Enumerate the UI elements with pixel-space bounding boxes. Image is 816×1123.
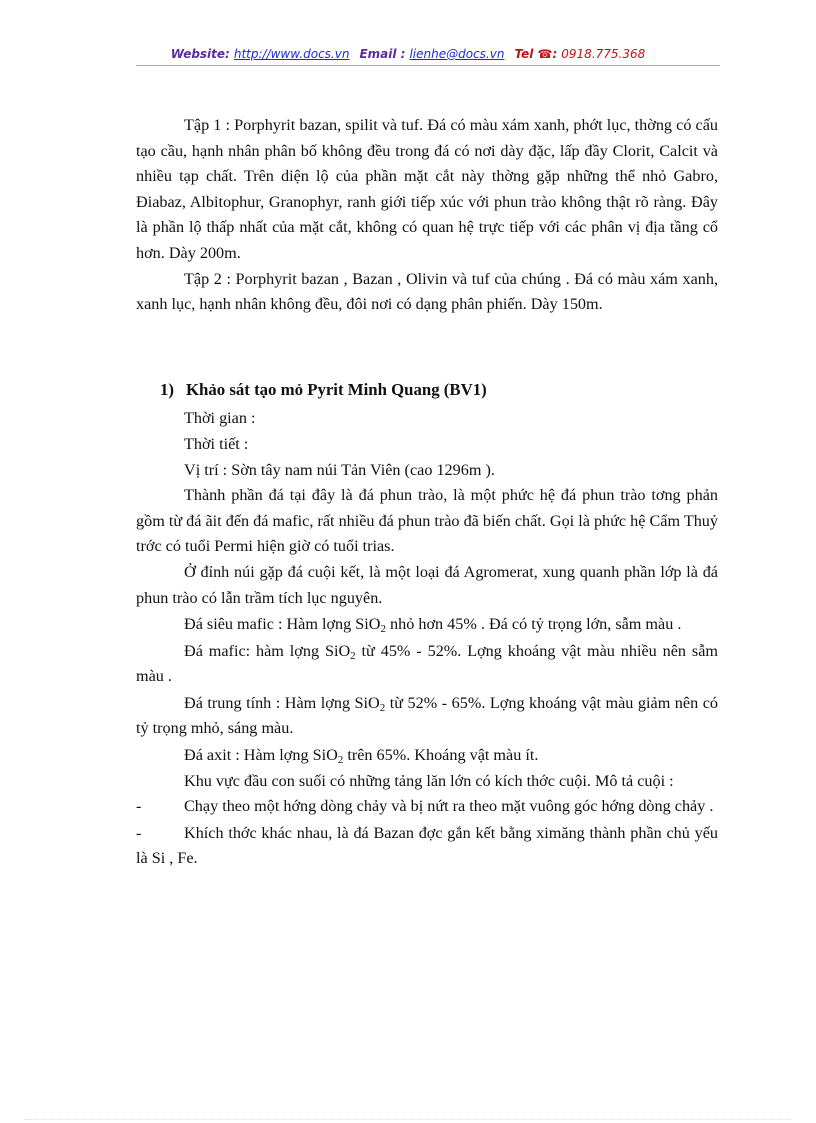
paragraph-composition: Thành phần đá tại đây là đá phun trào, là một phức hệ đá phun trào tơng phản gồm từ đá ãit đến đá mafic, rất nhiều đá phun trào đã biến chất. Gọi là phức hệ Cẩm Thuỷ trớc có tuổi Permi hiện giờ có tuổi trias. — [136, 486, 718, 556]
acidic-subscript: 2 — [337, 754, 344, 767]
acidic-text-a: Đá axit : Hàm lợng SiO — [184, 746, 338, 765]
bullet-dash: - — [136, 797, 142, 816]
ultramafic-text-a: Đá siêu mafic : Hàm lợng SiO — [184, 615, 381, 634]
paragraph-mafic — [136, 639, 718, 690]
page-header — [0, 47, 816, 61]
section-heading — [136, 377, 718, 403]
intermediate-subscript: 2 — [379, 701, 386, 714]
section-number: 1) — [160, 379, 174, 399]
time-line: Thời gian : — [184, 409, 256, 428]
paragraph-tap2: Tập 2 : Porphyrit bazan , Bazan , Olivin và tuf của chúng . Đá có màu xám xanh, xanh lục, hạnh nhân không đều, đôi nơi có dạng phân phiến. Dày 150m. — [136, 269, 718, 314]
mafic-text-a: Đá mafic: hàm lợng SiO — [184, 641, 351, 660]
bullet-item-1 — [136, 794, 718, 820]
page-footer-divider — [24, 1119, 792, 1120]
intermediate-text-b: từ 52% - 65%. Lợng khoáng vật màu giảm nên có tỷ trọng mhỏ, sáng màu. — [136, 693, 718, 738]
website-link[interactable]: http://www.docs.vn — [233, 47, 350, 61]
paragraph-acidic — [136, 743, 718, 769]
bullet-text-1: Chạy theo một hớng dòng chảy và bị nứt ra theo mặt vuông góc hớng dòng chảy . — [184, 797, 714, 816]
ultramafic-subscript: 2 — [380, 623, 386, 636]
paragraph-tap1: Tập 1 : Porphyrit bazan, spilit và tuf. Đá có màu xám xanh, phớt lục, thờng có cấu tạo cầu, hạnh nhân phân bố không đều trong đá có nơi dày đặc, lấp đầy Clorit, Calcit và nhiều tạp chất. Trên diện lộ của phần mặt cắt này thờng gặp những thể nhỏ Gabro, Điabaz, Albitophur, Granophyr, ranh giới tiếp xúc với phun trào không thật rõ ràng. Đây là phần lộ thấp nhất của mặt cắt, không có quan hệ trực tiếp với các phân vị địa tầng cổ hơn. Dày 200m. — [136, 116, 718, 262]
phone-number: 0918.775.368 — [561, 47, 646, 61]
tel-label: Tel ☎: — [514, 47, 558, 61]
weather-line: Thời tiết : — [184, 434, 249, 453]
website-label: Website: — [170, 47, 230, 61]
document-body — [136, 113, 718, 872]
paragraph-summit: Ở đỉnh núi gặp đá cuội kết, là một loại đá Agromerat, xung quanh phần lớp là đá phun trào có lẫn trầm tích lục nguyên. — [136, 562, 718, 607]
paragraph-intermediate — [136, 691, 718, 742]
email-label: Email : — [359, 47, 406, 61]
ultramafic-text-b: nhỏ hơn 45% . Đá có tỷ trọng lớn, sẫm màu . — [385, 615, 682, 634]
acidic-text-b: trên 65%. Khoáng vật màu ít. — [343, 746, 539, 765]
intermediate-text-a: Đá trung tính : Hàm lợng SiO — [184, 693, 380, 712]
bullet-dash: - — [136, 823, 142, 842]
email-link[interactable]: lienhe@docs.vn — [409, 47, 505, 61]
location-line: Vị trí : Sờn tây nam núi Tản Viên (cao 1296m ). — [184, 460, 495, 479]
bullet-text-2: Khích thớc khác nhau, là đá Bazan đợc gắn kết bằng ximăng thành phần chủ yếu là Si , Fe. — [136, 823, 718, 868]
mafic-subscript: 2 — [350, 649, 356, 662]
section-title: Khảo sát tạo mỏ Pyrit Minh Quang (BV1) — [186, 379, 487, 399]
paragraph-stream: Khu vực đầu con suối có những tảng lăn lớn có kích thớc cuội. Mô tả cuội : — [184, 771, 674, 790]
header-divider — [136, 65, 720, 66]
mafic-text-b: từ 45% - 52%. Lợng khoáng vật màu nhiều nên sẫm màu . — [136, 641, 718, 686]
paragraph-ultramafic — [136, 612, 718, 638]
bullet-item-2 — [136, 821, 718, 872]
